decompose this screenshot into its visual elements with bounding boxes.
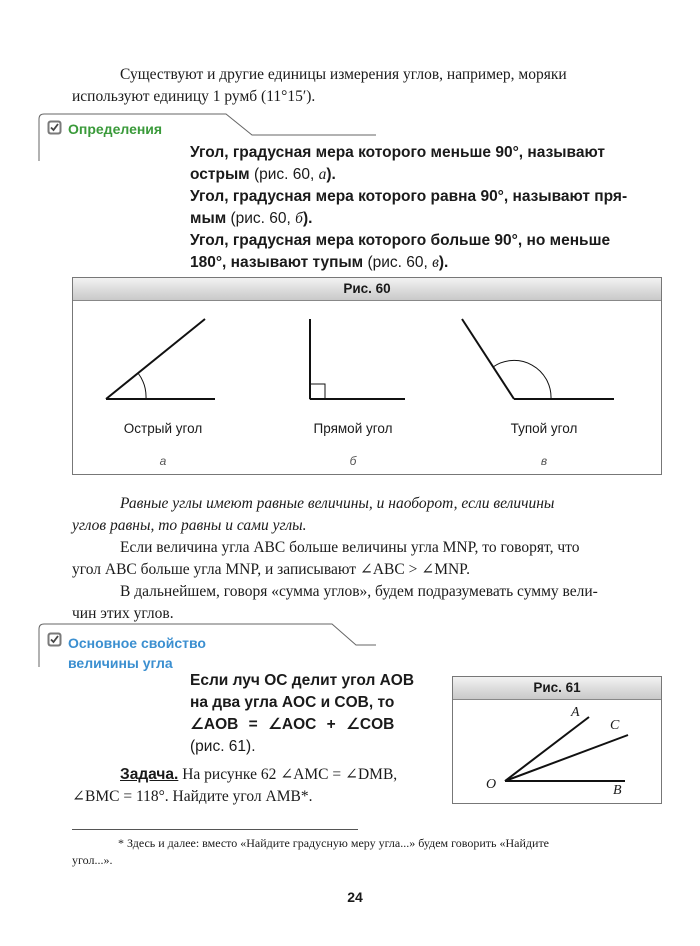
figure-60-title: Рис. 60: [73, 278, 661, 301]
figure-60: [72, 277, 662, 475]
point-A-label: A: [571, 705, 580, 720]
definition-obtuse-end: ).: [438, 254, 449, 271]
page-number: 24: [347, 889, 363, 905]
definition-acute-term: острым: [190, 166, 250, 183]
intro-paragraph: [72, 64, 662, 108]
figure-61-drawing: [453, 700, 661, 802]
footnote-divider: [72, 829, 358, 830]
task-line-2: ∠BMC = 118°. Найдите угол AMB*.: [72, 788, 313, 805]
definition-acute-ref: (рис. 60,: [253, 166, 315, 183]
equal-angles-paragraph: [72, 493, 662, 537]
label-b: б: [349, 454, 357, 468]
definition-obtuse-term: 180°, называют тупым: [190, 254, 364, 271]
footnote: [72, 835, 662, 869]
property-formula: ∠AOB = ∠AOC + ∠COB: [190, 716, 395, 733]
definition-acute-end: ).: [326, 166, 336, 183]
definition-obtuse: [190, 230, 660, 274]
sum-angles-line-2: чин этих углов.: [72, 605, 174, 622]
checkbox-icon: [47, 632, 62, 647]
definition-obtuse-text: Угол, градусная мера которого больше 90°, но меньше: [190, 232, 611, 249]
definition-acute-text: Угол, градусная мера которого меньше 90°, называют: [190, 144, 605, 161]
point-B-label: B: [613, 783, 622, 798]
compare-angles-line-1: Если величина угла ABC больше величины угла MNP, то говорят, что: [120, 539, 580, 556]
equal-angles-line-2: углов равны, то равны и сами углы.: [72, 517, 307, 534]
label-v: в: [540, 454, 548, 468]
obtuse-angle-drawing: [462, 319, 614, 399]
sum-angles-paragraph: [72, 581, 662, 625]
definition-right-end: ).: [302, 210, 313, 227]
caption-right: Прямой угол: [313, 421, 393, 436]
property-heading: [68, 633, 206, 673]
definition-right: [190, 186, 660, 230]
definition-right-ref: (рис. 60,: [230, 210, 291, 227]
figure-60-drawing: [73, 301, 661, 473]
point-C-label: C: [610, 718, 620, 733]
definition-acute-letter: а: [318, 166, 327, 183]
checkbox-icon: [47, 120, 62, 135]
figure-61: [452, 676, 662, 804]
definition-right-letter: б: [295, 210, 303, 227]
definition-right-text: Угол, градусная мера которого равна 90°, называют пря-: [190, 188, 628, 205]
equal-angles-line-1: Равные углы имеют равные величины, и наоборот, если величины: [120, 495, 555, 512]
label-a: а: [159, 454, 167, 468]
ray-OC: [505, 735, 628, 781]
intro-line-1: Существуют и другие единицы измерения углов, например, моряки: [120, 66, 567, 83]
definition-acute: [190, 142, 660, 186]
definition-right-term: мым: [190, 210, 227, 227]
acute-angle-drawing: [106, 319, 215, 399]
task-label: Задача.: [120, 766, 179, 783]
property-line-1: Если луч OC делит угол AOB: [190, 672, 415, 689]
task-line-1: На рисунке 62 ∠AMC = ∠DMB,: [182, 766, 398, 783]
figure-61-title: Рис. 61: [453, 677, 661, 700]
task-paragraph: [72, 764, 452, 808]
property-line-2: на два угла AOC и COB, то: [190, 694, 395, 711]
definition-obtuse-letter: в: [432, 254, 439, 271]
compare-angles-paragraph: [72, 537, 662, 581]
property-statement: [190, 670, 430, 758]
definition-obtuse-ref: (рис. 60,: [367, 254, 428, 271]
compare-angles-line-2: угол ABC больше угла MNP, и записывают ∠ABC > ∠MNP.: [72, 561, 470, 578]
caption-obtuse: Тупой угол: [510, 421, 578, 436]
intro-line-2: используют единицу 1 румб (11°15′).: [72, 88, 316, 105]
sum-angles-line-1: В дальнейшем, говоря «сумма углов», будем подразумевать сумму вели-: [120, 583, 598, 600]
caption-acute: Острый угол: [123, 421, 203, 436]
property-heading-line-1: Основное свойство: [68, 635, 206, 651]
footnote-line-1: * Здесь и далее: вместо «Найдите градусную меру угла...» будем говорить «Найдите: [118, 836, 550, 850]
footnote-line-2: угол...».: [72, 853, 113, 867]
point-O-label: O: [486, 777, 497, 792]
property-heading-line-2: величины угла: [68, 655, 173, 671]
ray-OA: [505, 717, 589, 781]
right-angle-drawing: [310, 319, 405, 399]
definitions-heading: Определения: [68, 121, 163, 137]
property-figure-ref: (рис. 61).: [190, 738, 256, 755]
